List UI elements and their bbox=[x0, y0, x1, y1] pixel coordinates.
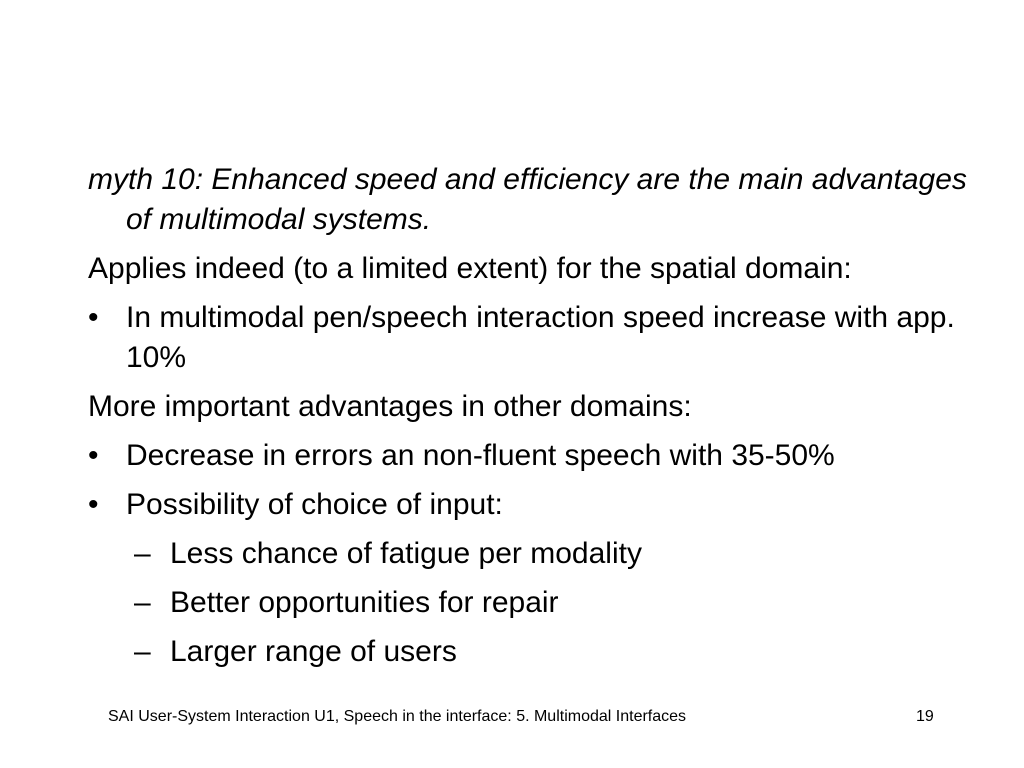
intro-other-domains: More important advantages in other domains: bbox=[88, 390, 692, 423]
subitem-fatigue bbox=[134, 534, 988, 574]
subitem-text: Less chance of fatigue per modality bbox=[170, 537, 642, 570]
subitem-text: Larger range of users bbox=[170, 635, 457, 668]
bullet-text: Possibility of choice of input: bbox=[126, 488, 503, 521]
bullet-marker: • bbox=[88, 488, 99, 521]
myth-statement: myth 10: Enhanced speed and efficiency are the main advantages of multimodal systems. bbox=[88, 163, 967, 236]
sub-marker: – bbox=[134, 537, 151, 570]
bullet-decrease-errors bbox=[88, 436, 988, 476]
subitem-repair bbox=[134, 583, 988, 623]
bullet-speed-increase bbox=[88, 298, 988, 378]
slide-body bbox=[88, 160, 988, 681]
bullet-marker: • bbox=[88, 301, 99, 334]
bullet-text: In multimodal pen/speech interaction speed increase with app. 10% bbox=[126, 301, 955, 374]
subitem-text: Better opportunities for repair bbox=[170, 586, 559, 619]
bullet-text: Decrease in errors an non-fluent speech with 35-50% bbox=[126, 439, 835, 472]
page-number: 19 bbox=[916, 708, 934, 725]
subitem-users bbox=[134, 632, 988, 672]
bullet-choice-of-input bbox=[88, 485, 988, 525]
intro-spatial-domain: Applies indeed (to a limited extent) for the spatial domain: bbox=[88, 252, 852, 285]
sub-marker: – bbox=[134, 635, 151, 668]
slide-footer: SAI User-System Interaction U1, Speech in the interface: 5. Multimodal Interfaces bbox=[108, 708, 687, 725]
sub-marker: – bbox=[134, 586, 151, 619]
bullet-marker: • bbox=[88, 439, 99, 472]
